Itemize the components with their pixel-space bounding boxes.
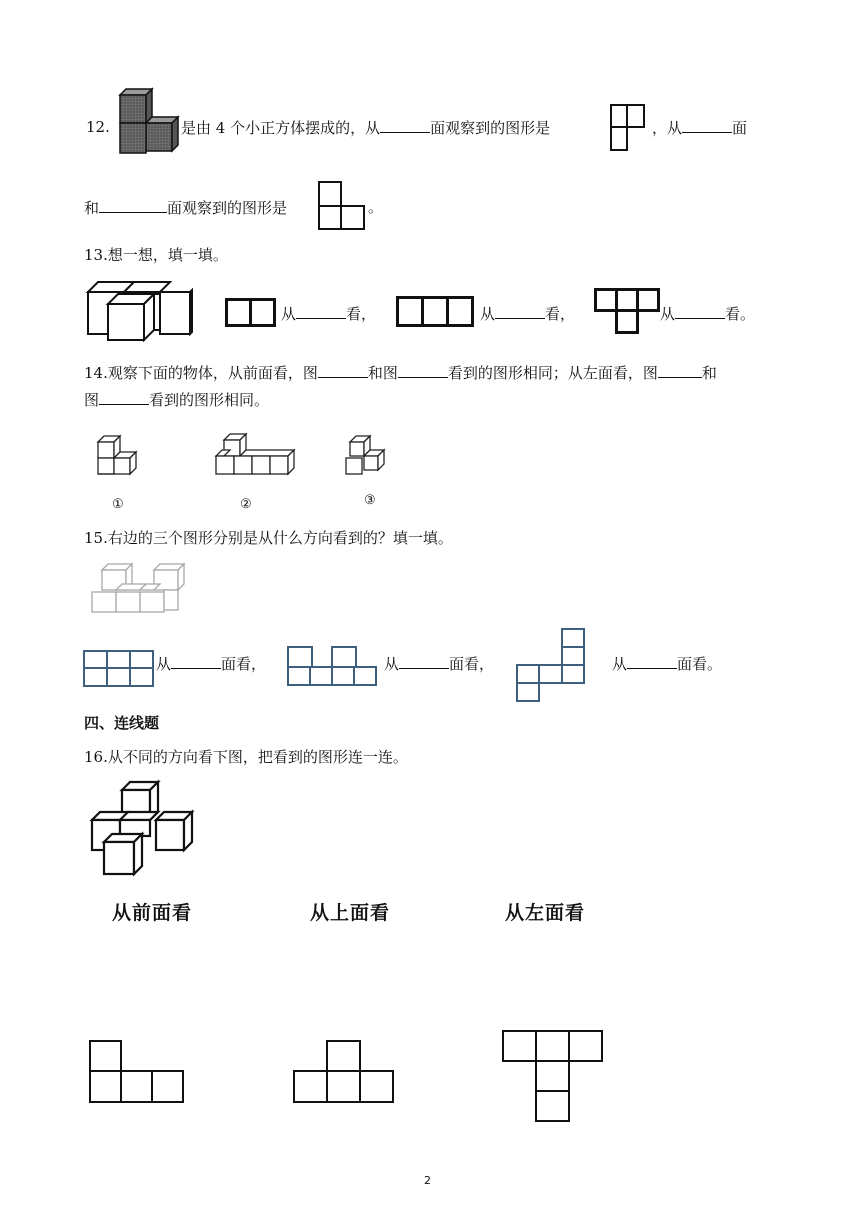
q15-face-3: 面看。 bbox=[677, 655, 723, 673]
q16-view-label-front: 从前面看 bbox=[112, 902, 193, 924]
q14-text-4: 和 bbox=[701, 364, 717, 382]
q15-view-shape-1 bbox=[82, 649, 156, 689]
q13-title: 13.想一想，填一填。 bbox=[84, 246, 228, 264]
q12-text-6: 面观察到的图形是 bbox=[167, 199, 288, 217]
q15-blank-3[interactable] bbox=[627, 652, 677, 669]
q15-cube-figure bbox=[88, 556, 190, 616]
q12-text-4: 面 bbox=[732, 119, 748, 137]
q13-view-three-squares bbox=[396, 296, 476, 328]
q12-cube-stack-figure bbox=[112, 93, 180, 159]
page-number: 2 bbox=[424, 1174, 431, 1187]
q16-cube-figure bbox=[88, 778, 198, 878]
q14-text-1: 14.观察下面的物体，从前面看，图 bbox=[84, 364, 318, 382]
q15-face-2: 面看， bbox=[449, 655, 495, 673]
q12-number: 12. bbox=[86, 118, 110, 136]
q12-blank-3[interactable] bbox=[99, 196, 167, 213]
q12-text-5: 和 bbox=[84, 199, 100, 217]
q16-view-label-left: 从左面看 bbox=[505, 902, 586, 924]
q13-look-2: 看， bbox=[545, 305, 576, 323]
q15-from-1: 从 bbox=[156, 655, 172, 673]
q14-blank-1[interactable] bbox=[318, 361, 368, 378]
q14-label-2: ② bbox=[240, 497, 252, 512]
q13-blank-3[interactable] bbox=[675, 302, 725, 319]
q12-text-1: 是由 4 个小正方体摆成的，从 bbox=[181, 119, 381, 137]
q14-line1 bbox=[84, 361, 717, 384]
q12-text-2: 面观察到的图形是 bbox=[430, 119, 551, 137]
q14-label-1: ① bbox=[112, 497, 124, 512]
q14-blank-2[interactable] bbox=[398, 361, 448, 378]
q14-text-6: 看到的图形相同。 bbox=[149, 391, 270, 409]
q15-from-2: 从 bbox=[384, 655, 400, 673]
q13-from-2: 从 bbox=[480, 305, 496, 323]
q15-fill-1 bbox=[156, 652, 266, 675]
q14-blank-4[interactable] bbox=[99, 388, 149, 405]
q16-view-shape-inverted-t bbox=[293, 1040, 399, 1104]
q14-text-3: 看到的图形相同；从左面看，图 bbox=[447, 364, 658, 382]
q13-view-t-shape bbox=[594, 288, 660, 336]
q12-view-shape-1 bbox=[610, 104, 646, 152]
q12-line2 bbox=[84, 196, 287, 219]
q13-look-3: 看。 bbox=[725, 305, 756, 323]
q16-view-shape-t bbox=[502, 1030, 604, 1124]
q13-blank-1[interactable] bbox=[296, 302, 346, 319]
q14-line2 bbox=[84, 388, 269, 411]
q14-text-2: 和图 bbox=[367, 364, 398, 382]
q16-title: 16.从不同的方向看下图，把看到的图形连一连。 bbox=[84, 748, 408, 766]
q16-view-label-top: 从上面看 bbox=[310, 902, 391, 924]
q13-from-3: 从 bbox=[660, 305, 676, 323]
q12-end-period: 。 bbox=[368, 198, 384, 216]
q13-view-two-squares bbox=[225, 298, 277, 328]
q15-face-1: 面看， bbox=[221, 655, 267, 673]
q14-label-3: ③ bbox=[364, 493, 376, 508]
q13-fill-3 bbox=[660, 302, 755, 325]
q15-blank-2[interactable] bbox=[399, 652, 449, 669]
q13-look-1: 看， bbox=[346, 305, 377, 323]
q15-view-shape-3 bbox=[514, 627, 586, 703]
q15-view-shape-2 bbox=[286, 645, 380, 687]
q12-blank-2[interactable] bbox=[682, 116, 732, 133]
q16-view-shape-l bbox=[89, 1040, 185, 1104]
q12-blank-1[interactable] bbox=[380, 116, 430, 133]
q14-figure-2 bbox=[212, 430, 294, 486]
q14-blank-3[interactable] bbox=[658, 361, 702, 378]
section-4-title: 四、连线题 bbox=[84, 714, 160, 732]
q13-from-1: 从 bbox=[281, 305, 297, 323]
q14-text-5: 图 bbox=[84, 391, 100, 409]
q14-figure-3 bbox=[342, 434, 398, 484]
q13-fill-1 bbox=[281, 302, 376, 325]
q14-figure-1 bbox=[94, 434, 150, 484]
q12-view-shape-2 bbox=[318, 181, 366, 231]
q15-fill-3 bbox=[612, 652, 722, 675]
q15-fill-2 bbox=[384, 652, 494, 675]
q15-title: 15.右边的三个图形分别是从什么方向看到的？填一填。 bbox=[84, 529, 453, 547]
q15-blank-1[interactable] bbox=[171, 652, 221, 669]
q13-fill-2 bbox=[480, 302, 575, 325]
q12-line1-end bbox=[652, 116, 747, 139]
q13-blank-2[interactable] bbox=[495, 302, 545, 319]
q12-line1 bbox=[181, 116, 550, 139]
q15-from-3: 从 bbox=[612, 655, 628, 673]
q13-cube-figure bbox=[86, 280, 196, 342]
q12-text-3: ，从 bbox=[652, 119, 683, 137]
